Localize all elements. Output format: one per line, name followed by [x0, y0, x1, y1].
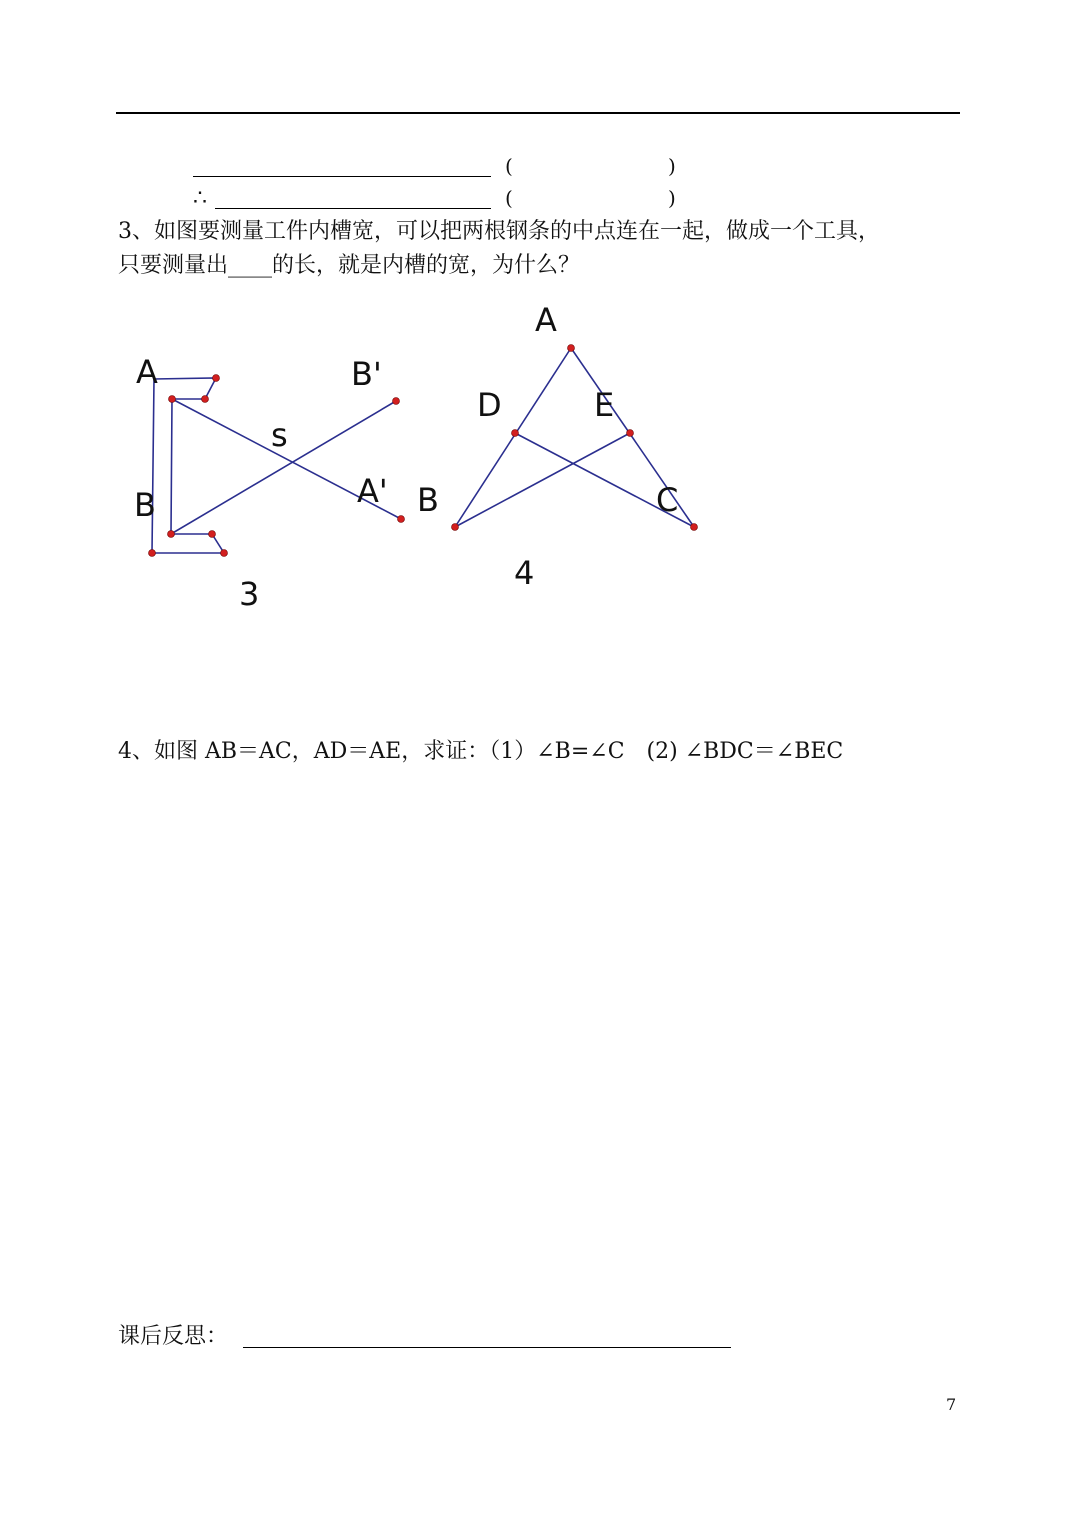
figure-3-caption: 3: [239, 575, 260, 613]
point-workpiece-1: [213, 375, 220, 382]
question-3-blank: ____: [228, 253, 273, 278]
question-3-text-after: 的长，就是内槽的宽，为什么？: [272, 253, 581, 278]
label-c: C: [656, 481, 679, 519]
label-s: s: [271, 416, 288, 454]
point-workpiece-3: [209, 531, 216, 538]
workpiece-outline: [152, 378, 224, 553]
figure-3: [134, 353, 405, 613]
side-ab: [455, 348, 571, 527]
proof-reason-open-2: (: [505, 186, 513, 210]
label-a: A: [136, 353, 158, 391]
figure-4: [417, 301, 698, 592]
proof-reason-open-1: (: [505, 154, 513, 178]
point-b-inner: [168, 531, 175, 538]
label-aprime: A': [357, 472, 388, 510]
label-bprime: B': [351, 355, 382, 393]
question-3-line-1: 3、如图要测量工件内槽宽，可以把两根钢条的中点连在一起，做成一个工具，: [118, 219, 880, 244]
label-b: B: [134, 486, 156, 524]
point-e: [627, 430, 634, 437]
label-d: D: [477, 386, 502, 424]
point-bprime: [393, 398, 400, 405]
point-d: [512, 430, 519, 437]
question-3-text-before: 只要测量出: [118, 253, 229, 278]
point-a-inner: [169, 396, 176, 403]
figure-4-caption: 4: [514, 554, 535, 592]
page-number: 7: [946, 1395, 957, 1414]
point-c: [691, 524, 698, 531]
reflection-blank[interactable]: [243, 1347, 731, 1348]
reflection-label: 课后反思：: [118, 1324, 229, 1349]
label-e: E: [594, 386, 615, 424]
figures: [0, 0, 1075, 700]
point-workpiece-2: [202, 396, 209, 403]
proof-reason-close-2: ): [668, 186, 676, 210]
therefore-symbol: ∴: [193, 186, 207, 211]
point-workpiece-5: [149, 550, 156, 557]
point-workpiece-4: [221, 550, 228, 557]
label-a: A: [535, 301, 557, 339]
point-a: [568, 345, 575, 352]
point-b: [452, 524, 459, 531]
point-aprime: [398, 516, 405, 523]
question-4: 4、如图 AB＝AC，AD＝AE，求证：（1）∠B=∠C (2) ∠BDC＝∠BEC: [118, 739, 844, 764]
label-b: B: [417, 481, 439, 519]
proof-reason-close-1: ): [668, 154, 676, 178]
